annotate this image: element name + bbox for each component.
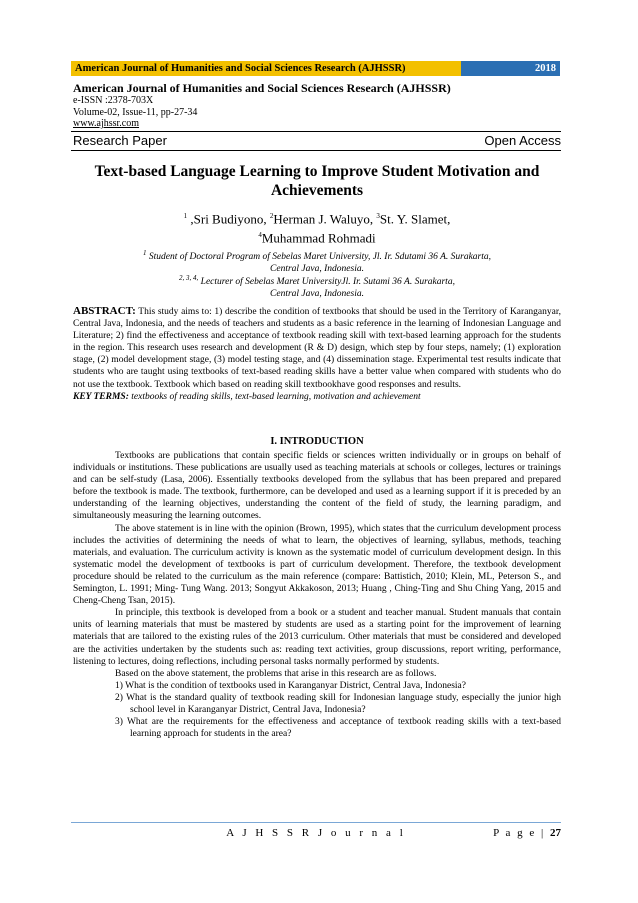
article-type-label: Research Paper (73, 133, 167, 148)
author-sup: 4 (258, 231, 262, 240)
footer-journal-name: A J H S S R J o u r n a l (226, 827, 406, 839)
masthead-bottom-rule (71, 150, 561, 151)
open-access-label: Open Access (484, 133, 561, 148)
paragraph: Textbooks are publications that contain specific fields or sciences written individually or in groups on behalf of individuals or institutions. These publications are usually used as teaching materials at schools or colleges, lectures or trainings and can be self-study (Lasa, 2006). Essentially textbooks developed from the syllabus that has been prepared and prepared before the textbook is made. The textbook, furthermore, can be developed and used as a learning support if it is preceded by an understanding of the learning objectives, understanding the content of the field of study, the learning paradigm, and simultaneously measuring the learning outcomes. (73, 451, 561, 522)
abstract-label: ABSTRACT: (73, 305, 136, 317)
key-terms-text: textbooks of reading skills, text-based learning, motivation and achievement (128, 391, 421, 402)
research-question: 2) What is the standard quality of textbook reading skill for Indonesian language study, especially the junior high school level in Karanganyar District, Central Java, Indonesia? (115, 692, 561, 715)
footer-page-label: P a g e | (493, 827, 550, 839)
masthead (73, 81, 561, 130)
masthead-volume: Volume-02, Issue-11, pp-27-34 (73, 106, 198, 118)
research-question: 3) What are the requirements for the effectiveness and acceptance of textbook reading skills with a text-based learning approach for students in the area? (115, 717, 561, 740)
affiliation-line: Central Java, Indonesia. (270, 289, 364, 300)
author-name: Herman J. Waluyo, (273, 211, 377, 227)
abstract (73, 305, 561, 403)
affiliation (73, 272, 561, 300)
affiliation-sup: 2, 3, 4, (179, 274, 199, 282)
paragraph: In principle, this textbook is developed from a book or a student and teacher manual. Student manuals that contain units of learning materials that must be mastered by students are used as a starting point for the improvement of learning materials that are tailored to the existing rules of the 2013 curriculum. Other materials that must be considered and developed are the activities undertaken by the students such as: reading text activities, group discussions, report writing, performance, listening to lectures, doing reflections, including personal tasks normally performed by students. (73, 608, 561, 667)
section-heading-introduction: I. INTRODUCTION (270, 436, 364, 447)
author-sup: 3 (376, 212, 380, 220)
paragraph: The above statement is in line with the opinion (Brown, 1995), which states that the curriculum development process includes the activities of determining the needs of what to learn, the objectives of learning, syllabus, methods, teaching materials, and evaluation. The curriculum activity is known as the systematic model of curriculum development design. In this systematic model the development of textbooks is part of curriculum development. Therefore, the textbook development procedure should be related to the curriculum as the main reference (compare: Battistich, 2010; Klein, ML, Peterson S., and Semington, L. 1991; Ming- Tung Wang. 2013; Songyut Akkakoson, 2013; Huang , Ching-Ting and Shu Ching Yang, 2015 and Cheng-Cheng Tsan, 2015). (73, 523, 561, 607)
masthead-issn: e-ISSN :2378-703X (73, 95, 154, 106)
page-number: 27 (550, 827, 561, 839)
author-sup: 1 (183, 212, 188, 220)
author-name: ,Sri Budiyono, (187, 211, 270, 227)
author-sup: 2 (269, 212, 274, 220)
banner-journal-name: American Journal of Humanities and Social Sciences Research (AJHSSR) (71, 61, 461, 76)
footer-page-number (493, 826, 561, 840)
introduction-body (73, 450, 561, 740)
author-name: Muhammad Rohmadi (261, 230, 376, 246)
research-question: 1) What is the condition of textbooks used in Karanganyar District, Central Java, Indonesia? (115, 680, 466, 691)
author-name: St. Y. Slamet, (379, 211, 451, 227)
abstract-text: This study aims to: 1) describe the condition of textbooks that should be used in the Territory of Karanganyar, Central Java, Indonesia, and the needs of teachers and students as a basic reference in the learning of Indonesian Language and Literature; 2) find the effectiveness and acceptance of textbook reading skill with text-based learning approach for the students in the region. This research uses research and development (R & D) design, which step by four steps, namely; (1) exploration stage, (2) model development stage, (3) model testing stage, and (4) dissemination stage. Experimental test results indicate that students who are taught using textbooks of text-based reading skills have a better value when compared with students who do not use the textbook. Textbook which based on reading skill textbookhave good responses and results. (73, 307, 561, 390)
affiliation-line: Central Java, Indonesia. (270, 264, 364, 275)
author-list (73, 208, 561, 247)
banner-year: 2018 (461, 61, 560, 76)
affiliation-sup: 1 (142, 249, 147, 257)
affiliation (73, 247, 561, 275)
paper-title: Text-based Language Learning to Improve Student Motivation and Achievements (94, 163, 540, 199)
affiliation-line: Student of Doctoral Program of Sebelas Maret University, Jl. Ir. Sdutami 36 A. Surakarta, (146, 252, 492, 263)
masthead-url-link[interactable]: www.ajhssr.com (73, 118, 140, 129)
footer-rule (71, 822, 561, 823)
masthead-journal-title: American Journal of Humanities and Social Sciences Research (AJHSSR) (73, 81, 451, 95)
affiliation-line: Lecturer of Sebelas Maret UniversityJl. Ir. Sutami 36 A. Surakarta, (198, 277, 455, 288)
article-type-row (73, 133, 561, 149)
journal-banner (71, 61, 560, 76)
masthead-top-rule (71, 131, 561, 132)
key-terms-label: KEY TERMS: (73, 391, 129, 402)
list-intro: Based on the above statement, the problems that arise in this research are as follows. (115, 668, 437, 679)
